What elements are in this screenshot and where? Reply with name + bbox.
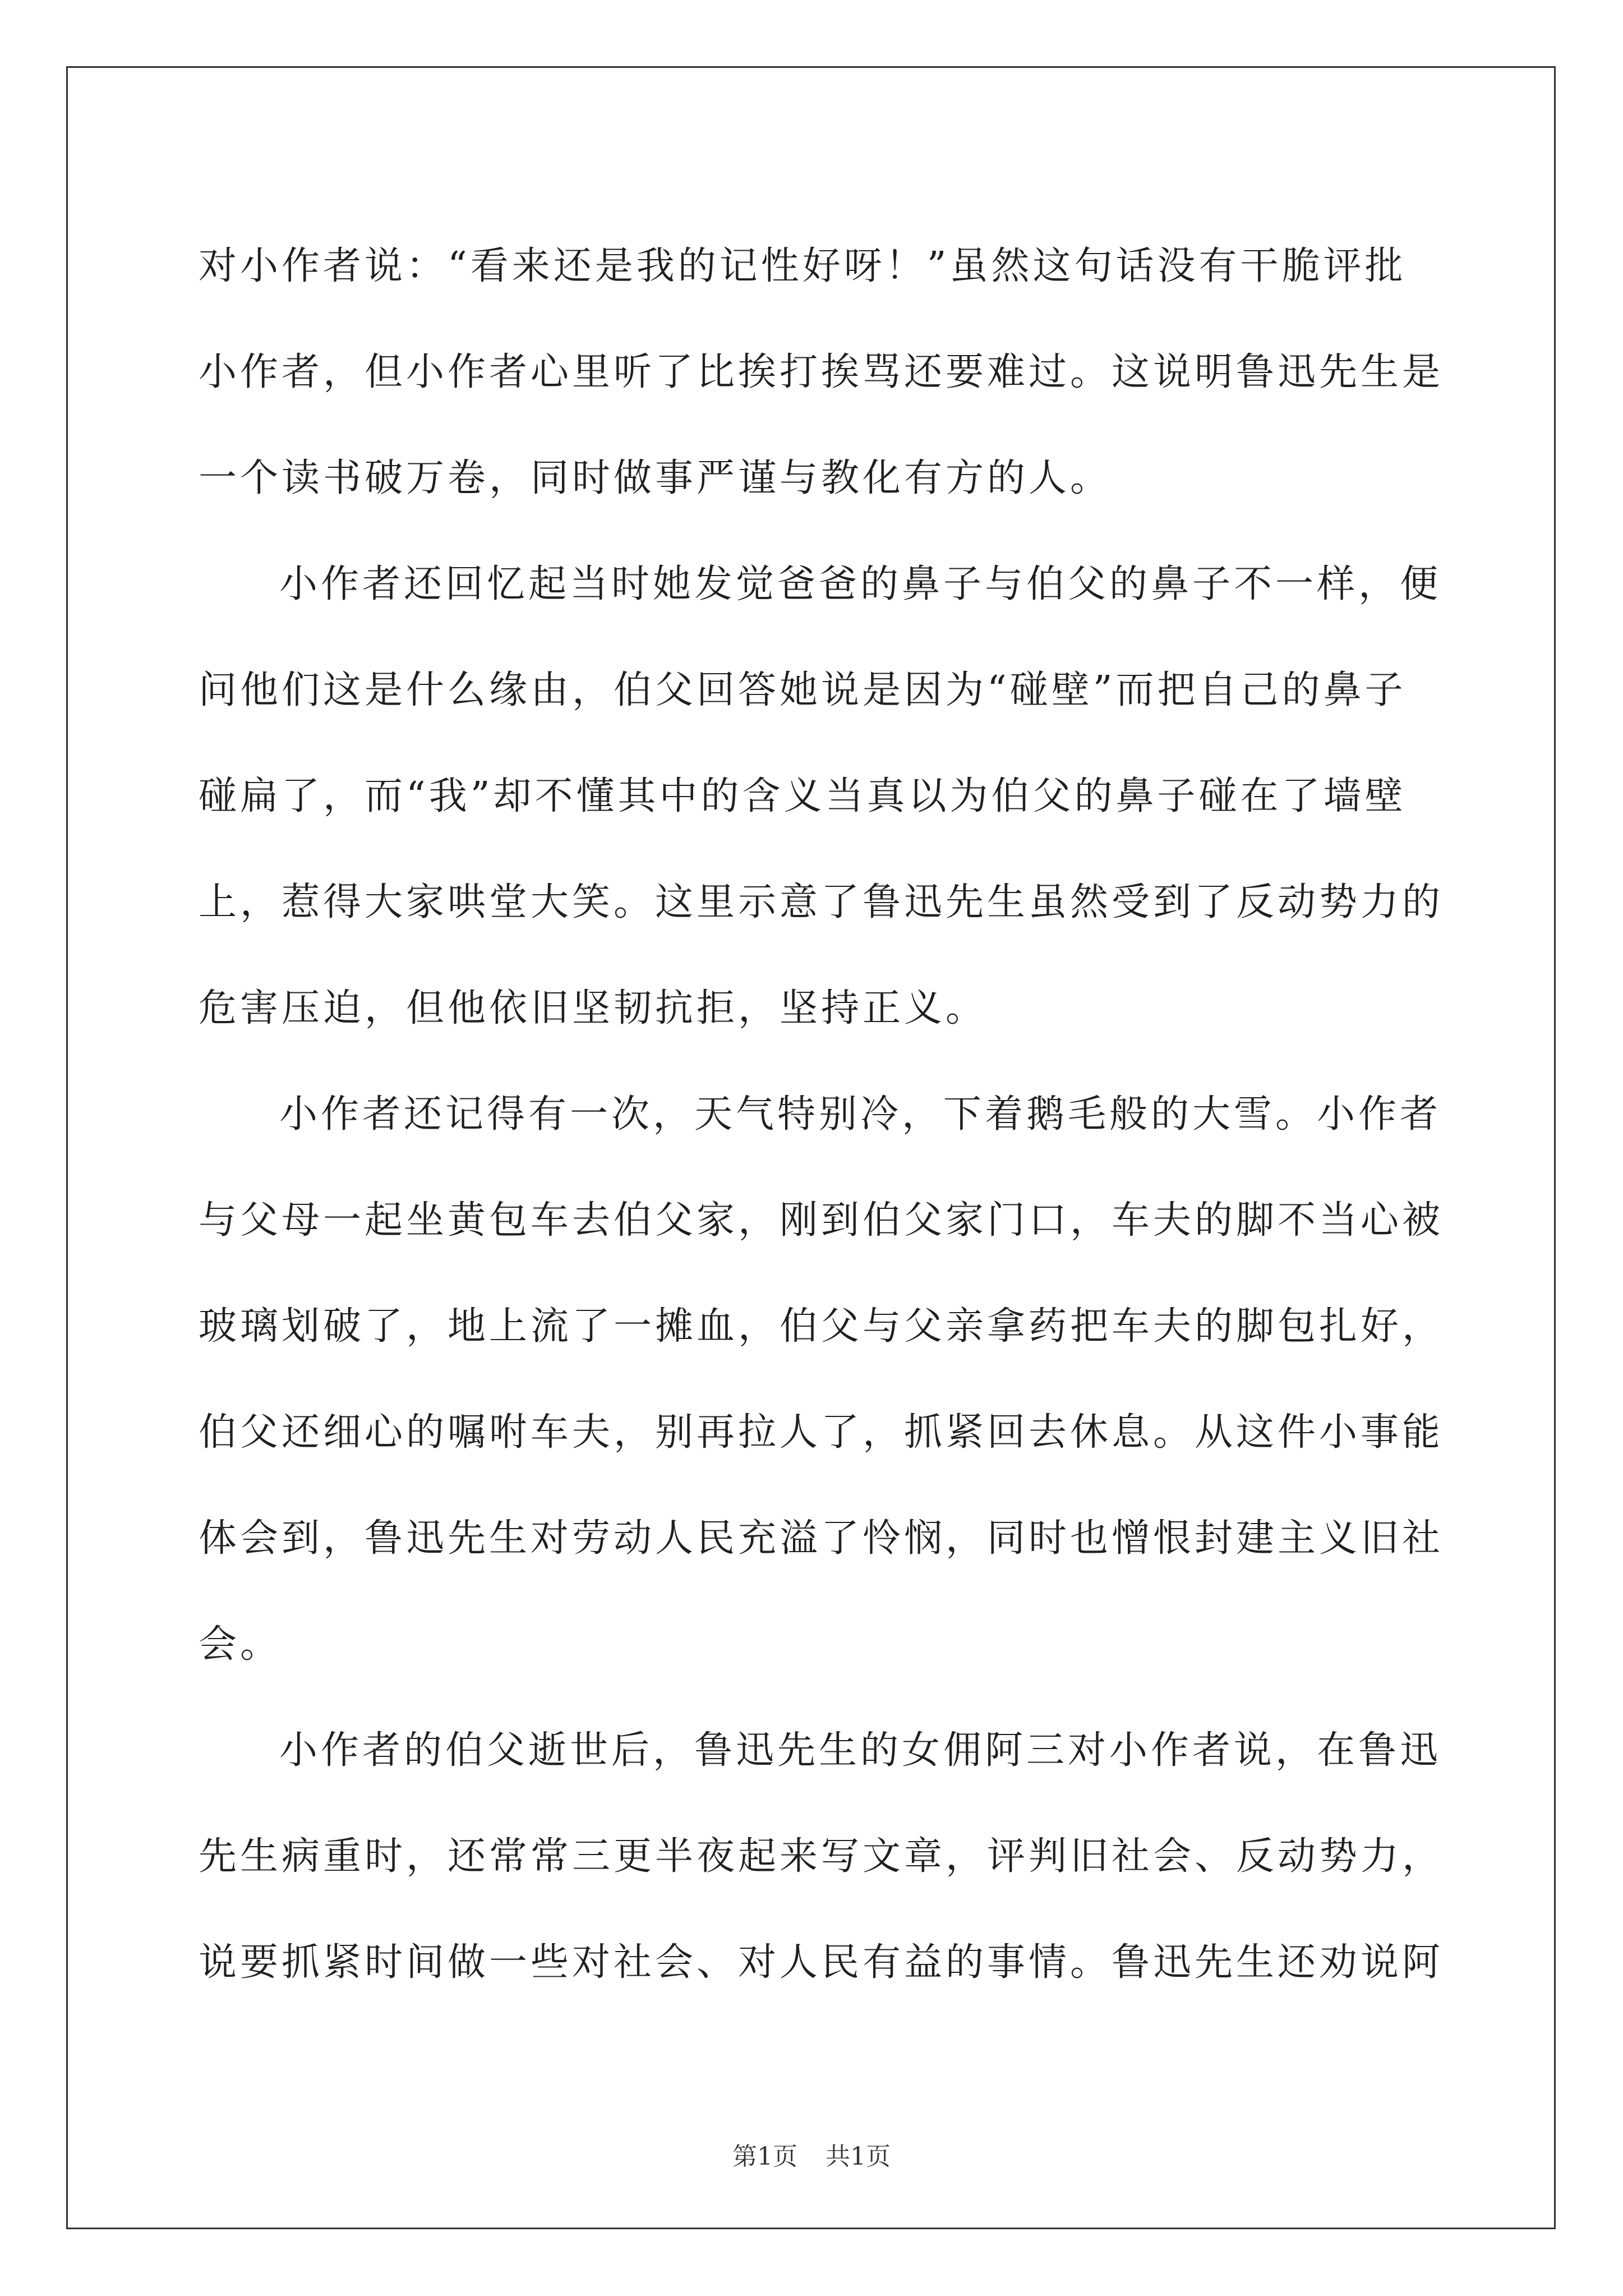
page-footer bbox=[0, 2136, 1623, 2172]
text-line: 体会到，鲁迅先生对劳动人民充溢了怜悯，同时也憎恨封建主义旧社 bbox=[199, 1516, 1444, 1561]
document-body bbox=[199, 213, 1444, 2016]
text-line: 先生病重时，还常常三更半夜起来写文章，评判旧社会、反动势力， bbox=[199, 1834, 1444, 1879]
text-line: 小作者还回忆起当时她发觉爸爸的鼻子与伯父的鼻子不一样，便 bbox=[279, 562, 1442, 606]
text-line: 小作者还记得有一次，天气特别冷，下着鹅毛般的大雪。小作者 bbox=[279, 1092, 1442, 1137]
text-line: 上，惹得大家哄堂大笑。这里示意了鲁迅先生虽然受到了反动势力的 bbox=[199, 880, 1444, 924]
text-line: 会。 bbox=[199, 1622, 282, 1667]
page-number: 第1页 bbox=[732, 2142, 797, 2171]
text-line: 与父母一起坐黄包车去伯父家，刚到伯父家门口，车夫的脚不当心被 bbox=[199, 1198, 1444, 1243]
page-total: 共1页 bbox=[826, 2142, 891, 2171]
text-line: 问他们这是什么缘由，伯父回答她说是因为“碰壁”而把自己的鼻子 bbox=[199, 668, 1407, 712]
text-line: 玻璃划破了，地上流了一摊血，伯父与父亲拿药把车夫的脚包扎好， bbox=[199, 1304, 1444, 1349]
text-line: 说要抓紧时间做一些对社会、对人民有益的事情。鲁迅先生还劝说阿 bbox=[199, 1940, 1444, 1985]
text-line: 小作者的伯父逝世后，鲁迅先生的女佣阿三对小作者说，在鲁迅 bbox=[279, 1728, 1442, 1773]
text-line: 小作者，但小作者心里听了比挨打挨骂还要难过。这说明鲁迅先生是 bbox=[199, 350, 1444, 394]
text-line: 碰扁了，而“我”却不懂其中的含义当真以为伯父的鼻子碰在了墙壁 bbox=[199, 774, 1407, 818]
text-line: 危害压迫，但他依旧坚韧抗拒，坚持正义。 bbox=[199, 986, 988, 1030]
text-line: 对小作者说：“看来还是我的记性好呀！”虽然这句话没有干脆评批 bbox=[199, 244, 1407, 288]
text-line: 伯父还细心的嘱咐车夫，别再拉人了，抓紧回去休息。从这件小事能 bbox=[199, 1410, 1444, 1455]
text-line: 一个读书破万卷，同时做事严谨与教化有方的人。 bbox=[199, 456, 1112, 500]
